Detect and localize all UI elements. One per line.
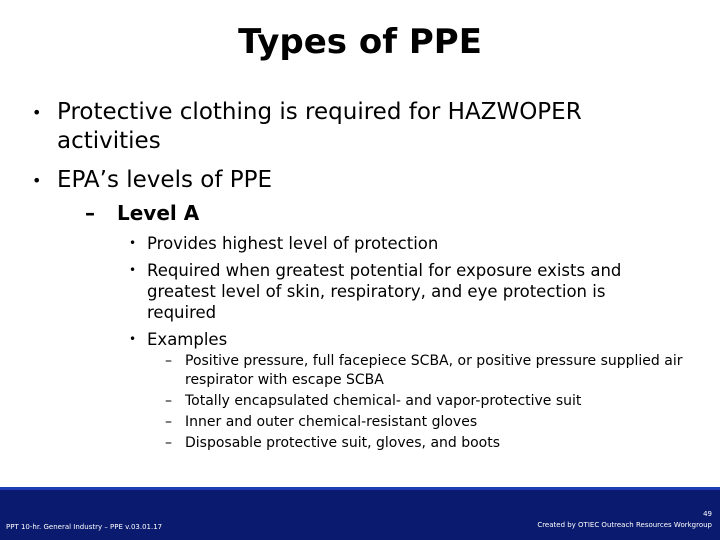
footer-bar (0, 487, 720, 540)
sub-bullet-text: Examples (147, 330, 228, 349)
example-text: Positive pressure, full facepiece SCBA, or positive pressure supplied air respirator with escape SCBA (185, 353, 683, 388)
dash-icon: – (165, 353, 172, 369)
slide-title: Types of PPE (238, 22, 482, 62)
sub-bullet-item (129, 233, 672, 254)
example-text: Inner and outer chemical-resistant gloves (185, 414, 478, 430)
example-text: Disposable protective suit, gloves, and boots (185, 435, 501, 451)
sub-bullet-item (129, 329, 672, 350)
footer-right (537, 509, 712, 531)
dash-icon: – (165, 414, 172, 430)
bullet-text: Protective clothing is required for HAZWOPER activities (57, 99, 582, 154)
footer-right-text: Created by OTIEC Outreach Resources Workgroup (537, 521, 712, 529)
dash-icon: – (85, 201, 95, 225)
sub-bullet-text: Required when greatest potential for exposure exists and greatest level of skin, respiratory, and eye protection is required (147, 261, 622, 322)
example-item (165, 392, 685, 411)
example-item (165, 434, 685, 453)
bullet-item (32, 98, 677, 156)
page-number: 49 (703, 510, 712, 518)
bullet-item (32, 166, 677, 195)
sub-bullet-item (129, 260, 672, 323)
bullet-dot-icon: • (129, 236, 137, 250)
bullet-dot-icon: • (32, 103, 42, 122)
bullet-dot-icon: • (129, 332, 137, 346)
footer-stripe (0, 487, 720, 490)
example-text: Totally encapsulated chemical- and vapor-protective suit (185, 393, 582, 409)
dash-icon: – (165, 393, 172, 409)
bullet-dot-icon: • (32, 171, 42, 190)
example-item (165, 352, 685, 390)
bullet-dot-icon: • (129, 263, 137, 277)
sub-heading-text: Level A (117, 201, 200, 225)
bullet-text: EPA’s levels of PPE (57, 167, 273, 193)
sub-heading (85, 200, 200, 226)
example-item (165, 413, 685, 432)
sub-bullet-text: Provides highest level of protection (147, 234, 439, 253)
footer-left-text: PPT 10-hr. General Industry – PPE v.03.01.17 (6, 523, 163, 531)
dash-icon: – (165, 435, 172, 451)
